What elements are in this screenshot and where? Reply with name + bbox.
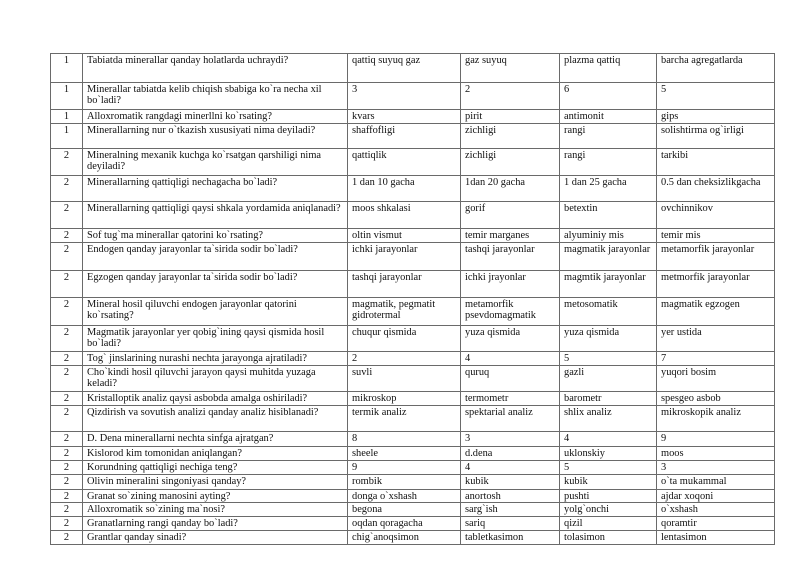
answer-option-b: zichligi: [461, 124, 560, 149]
question-text: Granat so`zining manosini ayting?: [83, 490, 348, 503]
answer-option-a: oltin vismut: [348, 229, 461, 243]
answer-option-a: chig`anoqsimon: [348, 531, 461, 545]
answer-option-c: rangi: [560, 124, 657, 149]
answer-option-d: ovchinnikov: [657, 202, 775, 229]
answer-option-c: 1 dan 25 gacha: [560, 176, 657, 202]
table-row: [51, 83, 775, 110]
question-level: 1: [51, 83, 83, 110]
question-text: Grantlar qanday sinadi?: [83, 531, 348, 545]
table-row: [51, 110, 775, 124]
question-level: 2: [51, 326, 83, 352]
question-text: Olivin mineralini singoniyasi qanday?: [83, 475, 348, 490]
answer-option-b: tabletkasimon: [461, 531, 560, 545]
answer-option-b: termometr: [461, 392, 560, 406]
question-level: 1: [51, 110, 83, 124]
table-row: [51, 406, 775, 432]
answer-option-a: shaffofligi: [348, 124, 461, 149]
answer-option-b: quruq: [461, 366, 560, 392]
question-table: [50, 53, 775, 545]
question-text: Minerallarning nur o`tkazish xususiyati nima deyiladi?: [83, 124, 348, 149]
answer-option-d: metmorfik jarayonlar: [657, 271, 775, 298]
answer-option-b: 2: [461, 83, 560, 110]
answer-option-c: alyuminiy mis: [560, 229, 657, 243]
table-row: [51, 517, 775, 531]
answer-option-c: yuza qismida: [560, 326, 657, 352]
answer-option-a: sheele: [348, 447, 461, 461]
answer-option-c: 5: [560, 461, 657, 475]
answer-option-a: magmatik, pegmatit gidrotermal: [348, 298, 461, 326]
answer-option-a: termik analiz: [348, 406, 461, 432]
table-row: [51, 54, 775, 83]
answer-option-b: sariq: [461, 517, 560, 531]
question-level: 2: [51, 176, 83, 202]
question-text: Minerallarning qattiqligi qaysi shkala yordamida aniqlanadi?: [83, 202, 348, 229]
question-level: 1: [51, 124, 83, 149]
answer-option-c: magmtik jarayonlar: [560, 271, 657, 298]
table-row: [51, 229, 775, 243]
answer-option-d: 7: [657, 352, 775, 366]
question-text: Minerallarning qattiqligi nechagacha bo`ladi?: [83, 176, 348, 202]
answer-option-a: qattiq suyuq gaz: [348, 54, 461, 83]
answer-option-b: temir marganes: [461, 229, 560, 243]
answer-option-c: betextin: [560, 202, 657, 229]
answer-option-c: qizil: [560, 517, 657, 531]
answer-option-b: ichki jrayonlar: [461, 271, 560, 298]
answer-option-a: kvars: [348, 110, 461, 124]
answer-option-d: magmatik egzogen: [657, 298, 775, 326]
question-level: 2: [51, 503, 83, 517]
answer-option-b: 4: [461, 461, 560, 475]
table-row: [51, 124, 775, 149]
answer-option-a: rombik: [348, 475, 461, 490]
question-level: 2: [51, 406, 83, 432]
table-row: [51, 531, 775, 545]
question-level: 2: [51, 531, 83, 545]
answer-option-d: gips: [657, 110, 775, 124]
answer-option-c: barometr: [560, 392, 657, 406]
question-level: 2: [51, 461, 83, 475]
table-row: [51, 149, 775, 176]
answer-option-d: barcha agregatlarda: [657, 54, 775, 83]
table-row: [51, 271, 775, 298]
answer-option-d: 5: [657, 83, 775, 110]
table-row: [51, 475, 775, 490]
answer-option-b: kubik: [461, 475, 560, 490]
question-text: Tog` jinslarining nurashi nechta jarayonga ajratiladi?: [83, 352, 348, 366]
table-row: [51, 298, 775, 326]
answer-option-c: rangi: [560, 149, 657, 176]
table-row: [51, 366, 775, 392]
answer-option-a: suvli: [348, 366, 461, 392]
answer-option-d: 3: [657, 461, 775, 475]
answer-option-d: metamorfik jarayonlar: [657, 243, 775, 271]
question-level: 2: [51, 475, 83, 490]
table-row: [51, 243, 775, 271]
answer-option-b: d.dena: [461, 447, 560, 461]
answer-option-a: qattiqlik: [348, 149, 461, 176]
answer-option-d: ajdar xoqoni: [657, 490, 775, 503]
question-level: 2: [51, 517, 83, 531]
answer-option-a: 9: [348, 461, 461, 475]
answer-option-a: 3: [348, 83, 461, 110]
answer-option-a: mikroskop: [348, 392, 461, 406]
question-level: 2: [51, 392, 83, 406]
answer-option-a: ichki jarayonlar: [348, 243, 461, 271]
question-text: Tabiatda minerallar qanday holatlarda uchraydi?: [83, 54, 348, 83]
answer-option-a: oqdan qoragacha: [348, 517, 461, 531]
table-row: [51, 392, 775, 406]
answer-option-a: chuqur qismida: [348, 326, 461, 352]
question-text: Granatlarning rangi qanday bo`ladi?: [83, 517, 348, 531]
question-text: Alloxromatik rangdagi minerllni ko`rsating?: [83, 110, 348, 124]
answer-option-c: 5: [560, 352, 657, 366]
question-text: Mineral hosil qiluvchi endogen jarayonlar qatorini ko`rsating?: [83, 298, 348, 326]
answer-option-d: mikroskopik analiz: [657, 406, 775, 432]
question-level: 2: [51, 432, 83, 447]
question-text: Korundning qattiqligi nechiga teng?: [83, 461, 348, 475]
answer-option-c: pushti: [560, 490, 657, 503]
answer-option-d: yer ustida: [657, 326, 775, 352]
answer-option-c: magmatik jarayonlar: [560, 243, 657, 271]
table-row: [51, 432, 775, 447]
answer-option-c: tolasimon: [560, 531, 657, 545]
answer-option-d: spesgeo asbob: [657, 392, 775, 406]
question-text: Magmatik jarayonlar yer qobig`ining qaysi qismida hosil bo`ladi?: [83, 326, 348, 352]
question-text: Cho`kindi hosil qiluvchi jarayon qaysi muhitda yuzaga keladi?: [83, 366, 348, 392]
question-text: Sof tug`ma minerallar qatorini ko`rsating?: [83, 229, 348, 243]
question-level: 2: [51, 352, 83, 366]
answer-option-a: moos shkalasi: [348, 202, 461, 229]
answer-option-c: 6: [560, 83, 657, 110]
question-level: 2: [51, 447, 83, 461]
table-row: [51, 503, 775, 517]
answer-option-a: donga o`xshash: [348, 490, 461, 503]
answer-option-d: moos: [657, 447, 775, 461]
answer-option-c: shlix analiz: [560, 406, 657, 432]
table-row: [51, 202, 775, 229]
answer-option-d: o`xshash: [657, 503, 775, 517]
question-level: 2: [51, 202, 83, 229]
answer-option-b: metamorfik psevdomagmatik: [461, 298, 560, 326]
answer-option-a: 8: [348, 432, 461, 447]
answer-option-c: plazma qattiq: [560, 54, 657, 83]
answer-option-d: tarkibi: [657, 149, 775, 176]
question-text: Kislorod kim tomonidan aniqlangan?: [83, 447, 348, 461]
question-text: Minerallar tabiatda kelib chiqish sbabiga ko`ra necha xil bo`ladi?: [83, 83, 348, 110]
question-level: 2: [51, 298, 83, 326]
answer-option-d: 9: [657, 432, 775, 447]
question-level: 2: [51, 243, 83, 271]
answer-option-b: anortosh: [461, 490, 560, 503]
answer-option-c: gazli: [560, 366, 657, 392]
question-text: Qizdirish va sovutish analizi qanday analiz hisiblanadi?: [83, 406, 348, 432]
answer-option-b: pirit: [461, 110, 560, 124]
answer-option-a: 2: [348, 352, 461, 366]
question-text: D. Dena minerallarni nechta sinfga ajratgan?: [83, 432, 348, 447]
question-text: Egzogen qanday jarayonlar ta`sirida sodir bo`ladi?: [83, 271, 348, 298]
answer-option-b: spektarial analiz: [461, 406, 560, 432]
table-row: [51, 176, 775, 202]
question-text: Mineralning mexanik kuchga ko`rsatgan qarshiligi nima deyiladi?: [83, 149, 348, 176]
answer-option-d: qoramtir: [657, 517, 775, 531]
answer-option-c: antimonit: [560, 110, 657, 124]
table-row: [51, 352, 775, 366]
answer-option-b: gaz suyuq: [461, 54, 560, 83]
question-text: Endogen qanday jarayonlar ta`sirida sodir bo`ladi?: [83, 243, 348, 271]
table-row: [51, 461, 775, 475]
answer-option-a: begona: [348, 503, 461, 517]
table-row: [51, 447, 775, 461]
question-text: Kristalloptik analiz qaysi asbobda amalga oshiriladi?: [83, 392, 348, 406]
answer-option-b: 1dan 20 gacha: [461, 176, 560, 202]
answer-option-b: zichligi: [461, 149, 560, 176]
answer-option-b: yuza qismida: [461, 326, 560, 352]
table-row: [51, 326, 775, 352]
question-level: 2: [51, 490, 83, 503]
answer-option-b: 4: [461, 352, 560, 366]
question-level: 2: [51, 271, 83, 298]
answer-option-c: yolg`onchi: [560, 503, 657, 517]
answer-option-d: o`ta mukammal: [657, 475, 775, 490]
answer-option-a: 1 dan 10 gacha: [348, 176, 461, 202]
question-level: 2: [51, 149, 83, 176]
answer-option-c: kubik: [560, 475, 657, 490]
answer-option-b: gorif: [461, 202, 560, 229]
answer-option-b: tashqi jarayonlar: [461, 243, 560, 271]
answer-option-c: metosomatik: [560, 298, 657, 326]
answer-option-c: uklonskiy: [560, 447, 657, 461]
question-text: Alloxromatik so`zining ma`nosi?: [83, 503, 348, 517]
answer-option-b: sarg`ish: [461, 503, 560, 517]
answer-option-c: 4: [560, 432, 657, 447]
answer-option-d: 0.5 dan cheksizlikgacha: [657, 176, 775, 202]
question-level: 1: [51, 54, 83, 83]
question-level: 2: [51, 366, 83, 392]
answer-option-d: temir mis: [657, 229, 775, 243]
answer-option-d: lentasimon: [657, 531, 775, 545]
answer-option-d: yuqori bosim: [657, 366, 775, 392]
question-level: 2: [51, 229, 83, 243]
answer-option-d: solishtirma og`irligi: [657, 124, 775, 149]
answer-option-b: 3: [461, 432, 560, 447]
table-row: [51, 490, 775, 503]
answer-option-a: tashqi jarayonlar: [348, 271, 461, 298]
